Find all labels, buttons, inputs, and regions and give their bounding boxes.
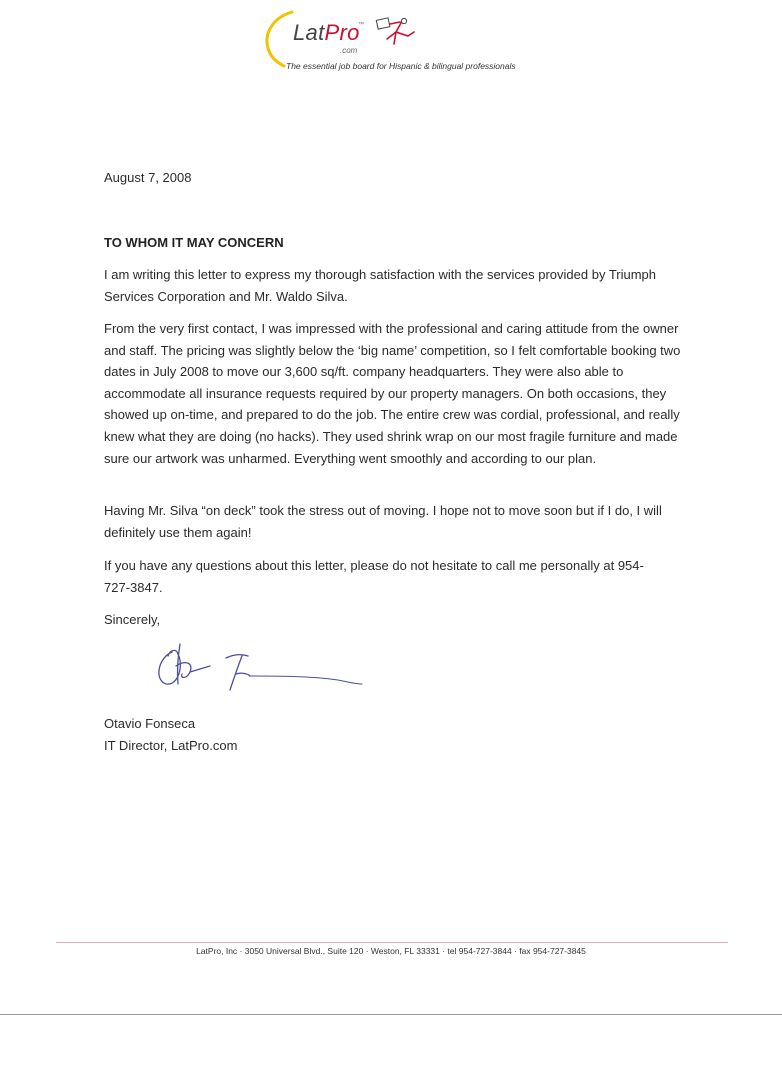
footer-contact-info: LatPro, Inc · 3050 Universal Blvd., Suite 120 · Weston, FL 33331 · tel 954-727-3844 · fax 954-727-3845 xyxy=(196,946,586,956)
page-bottom-edge xyxy=(0,1014,782,1015)
logo-wordmark xyxy=(293,22,360,44)
signer-block xyxy=(104,713,237,757)
signer-name: Otavio Fonseca xyxy=(104,716,196,731)
body-paragraph-recommendation: Having Mr. Silva “on deck” took the stress out of moving. I hope not to move soon but if I do, I will definitely use them again! xyxy=(104,503,662,540)
letter-date: August 7, 2008 xyxy=(104,170,192,185)
body-paragraph-contact: If you have any questions about this letter, please do not hesitate to call me personally at 954-727-3847. xyxy=(104,558,644,595)
body-paragraph-intro: I am writing this letter to express my thorough satisfaction with the services provided by Triumph Services Corporation and Mr. Waldo Silva. xyxy=(104,267,657,304)
handwritten-signature xyxy=(150,632,370,696)
logo-name-pro: Pro xyxy=(324,20,360,45)
running-figure-icon xyxy=(374,12,420,54)
signer-title: IT Director, LatPro.com xyxy=(104,738,238,753)
salutation: TO WHOM IT MAY CONCERN xyxy=(104,235,284,250)
footer-divider xyxy=(56,942,728,943)
logo-trademark: ™ xyxy=(358,22,364,28)
logo-domain-suffix: .com xyxy=(340,46,358,55)
logo-name-lat: Lat xyxy=(293,20,325,45)
body-paragraph-experience: From the very first contact, I was impressed with the professional and caring attitude from the owner and staff. The pricing was slightly below the ‘big name’ competition, so I felt comfortable booking two dates in July 2008 to move our 3,600 sq/ft. company headquarters. They were also able to accommodate all insurance requests required by our property managers. On both occasions, they showed up on-time, and prepared to do the job. The entire crew was cordial, professional, and really knew what they are doing (no hacks). They used shrink wrap on our most fragile furniture and made sure our artwork was unharmed. Everything went smoothly and according to our plan. xyxy=(104,321,681,466)
closing: Sincerely, xyxy=(104,612,161,627)
logo-tagline: The essential job board for Hispanic & bilingual professionals xyxy=(286,61,516,71)
